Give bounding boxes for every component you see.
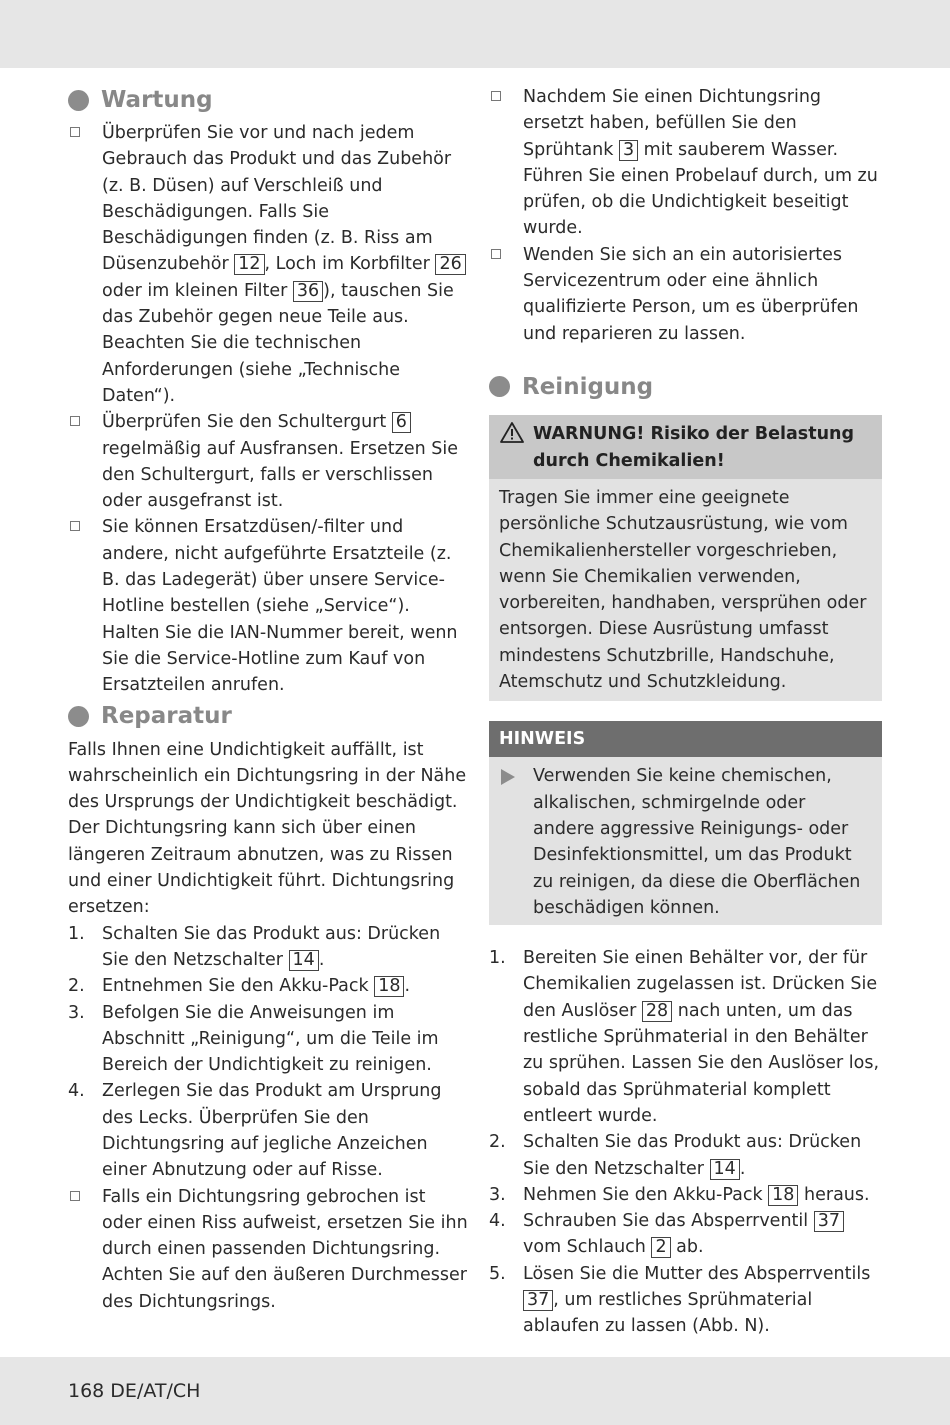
note-box bbox=[489, 721, 882, 925]
part-number-box: 26 bbox=[435, 254, 465, 275]
list-item-text: Überprüfen Sie vor und nach jedem Gebrauch das Produkt und das Zubehör (z. B. Düsen) auf Verschleiß und Beschädigungen. Falls Sie Beschädigungen finden (z. B. Riss am Düsenzubehör 12 , Loch im Korbfilter 26 oder im kleinen Filter 36 ), tauschen Sie das Zubehör gegen neue Teile aus. bbox=[102, 120, 468, 330]
header-band bbox=[0, 0, 950, 68]
section-bullet-icon bbox=[68, 706, 89, 727]
part-number-box: 18 bbox=[374, 976, 404, 997]
part-number-box: 6 bbox=[392, 412, 411, 433]
checkbox-bullet-icon bbox=[70, 521, 80, 531]
warning-text: Tragen Sie immer eine geeignete persönliche Schutzausrüstung, wie vom Chemikalienhersteller vorgeschrieben, wenn Sie Chemikalien verwenden, vorbereiten, handhaben, versprühen oder entsorgen. Diese Ausrüstung umfasst mindestens Schutzbrille, Handschuhe, Atemschutz und Schutzkleidung. bbox=[499, 487, 867, 693]
reparatur-intro: Falls Ihnen eine Undichtigkeit auffällt, ist wahrscheinlich ein Dichtungsring in der Nähe des Ursprungs der Undichtigkeit beschädigt. Der Dichtungsring kann sich über einen längeren Zeitraum abnutzen, was zu Rissen und einer Undichtigkeit führt. Dichtungsring ersetzen: bbox=[68, 739, 467, 918]
part-number-box: 2 bbox=[651, 1237, 670, 1258]
part-number-box: 37 bbox=[523, 1290, 553, 1311]
note-header: HINWEIS bbox=[489, 721, 882, 757]
numbered-step: 4. Zerlegen Sie das Produkt am Ursprung des Lecks. Überprüfen Sie den Dichtungsring auf jegliche Anzeichen einer Abnutzung oder auf Risse. bbox=[68, 1078, 468, 1183]
left-column bbox=[68, 84, 468, 1315]
step-number: 5. bbox=[489, 1263, 506, 1284]
part-number-box: 28 bbox=[642, 1001, 672, 1022]
numbered-step: 4. Schrauben Sie das Absperrventil 37 vom Schlauch 2 ab. bbox=[489, 1208, 882, 1261]
section-heading-wartung bbox=[68, 84, 468, 116]
list-item bbox=[68, 514, 468, 698]
step-number: 4. bbox=[489, 1211, 506, 1232]
checkbox-bullet-icon bbox=[70, 127, 80, 137]
list-item: Nachdem Sie einen Dichtungsring ersetzt haben, befüllen Sie den Sprühtank 3 mit sauberem Wasser. Führen Sie einen Probelauf durch, um zu prüfen, ob die Undichtigkeit beseitigt wurde. bbox=[489, 84, 882, 242]
numbered-step: 3. Nehmen Sie den Akku-Pack 18 heraus. bbox=[489, 1182, 882, 1208]
part-number-box: 14 bbox=[710, 1159, 740, 1180]
list-item: Falls ein Dichtungsring gebrochen ist oder einen Riss aufweist, ersetzen Sie ihn durch einen passenden Dichtungsring. Achten Sie auf den äußeren Durchmesser des Dichtungsrings. bbox=[68, 1184, 468, 1315]
part-number-box: 36 bbox=[293, 281, 323, 302]
numbered-step: 2. Schalten Sie das Produkt aus: Drücken Sie den Netzschalter 14 . bbox=[489, 1129, 882, 1182]
section-heading-reparatur bbox=[68, 701, 468, 733]
page-number: 168 DE/AT/CH bbox=[68, 1380, 201, 1402]
warning-box bbox=[489, 415, 882, 701]
reinigung-title: Reinigung bbox=[522, 373, 654, 400]
reparatur-title: Reparatur bbox=[101, 703, 232, 730]
note-text: Verwenden Sie keine chemischen, alkalischen, schmirgelnde oder andere aggressive Reinigungs- oder Desinfektionsmittel, um das Produkt zu reinigen, da diese die Oberflächen beschädigen können. bbox=[533, 766, 861, 918]
list-item-note: Beachten Sie die technischen Anforderungen (siehe „Technische Daten“). bbox=[102, 333, 400, 406]
list-item bbox=[68, 120, 468, 409]
part-number-box: 3 bbox=[619, 140, 638, 161]
step-number: 1. bbox=[489, 948, 506, 969]
numbered-step: 3. Befolgen Sie die Anweisungen im Abschnitt „Reinigung“, um die Teile im Bereich der Undichtigkeit zu reinigen. bbox=[68, 1000, 468, 1079]
section-heading-reinigung bbox=[489, 371, 882, 403]
numbered-step: 1. Bereiten Sie einen Behälter vor, der für Chemikalien zugelassen ist. Drücken Sie den Auslöser 28 nach unten, um das restliche Sprühmaterial in den Behälter zu sprühen. Lassen Sie den Auslöser los, sobald das Sprühmaterial komplett entleert wurde. bbox=[489, 945, 882, 1129]
part-number-box: 14 bbox=[289, 950, 319, 971]
checkbox-bullet-icon bbox=[70, 1191, 80, 1201]
checkbox-bullet-icon bbox=[491, 249, 501, 259]
step-number: 2. bbox=[489, 1132, 506, 1153]
numbered-step: 2. Entnehmen Sie den Akku-Pack 18 . bbox=[68, 973, 468, 999]
list-item: Wenden Sie sich an ein autorisiertes Servicezentrum oder eine ähnlich qualifizierte Person, um es überprüfen und reparieren zu lassen. bbox=[489, 242, 882, 347]
wartung-title: Wartung bbox=[101, 86, 213, 113]
list-item bbox=[68, 409, 468, 514]
warning-triangle-icon bbox=[500, 421, 524, 443]
numbered-step: 1. Schalten Sie das Produkt aus: Drücken Sie den Netzschalter 14 . bbox=[68, 921, 468, 974]
warning-title: WARNUNG! Risiko der Belastung durch Chemikalien! bbox=[533, 423, 855, 471]
triangle-bullet-icon bbox=[501, 769, 515, 785]
numbered-step: 5. Lösen Sie die Mutter des Absperrventils 37 , um restliches Sprühmaterial ablaufen zu lassen (Abb. N). bbox=[489, 1261, 882, 1340]
checkbox-bullet-icon bbox=[491, 91, 501, 101]
note-content bbox=[489, 757, 882, 925]
step-number: 4. bbox=[68, 1081, 85, 1102]
part-number-box: 12 bbox=[234, 254, 264, 275]
reinigung-steps bbox=[489, 945, 882, 1339]
step-number: 1. bbox=[68, 923, 85, 944]
step-number: 3. bbox=[68, 1002, 85, 1023]
list-item-text: Überprüfen Sie den Schultergurt 6 regelmäßig auf Ausfransen. Ersetzen Sie den Schultergurt, falls er verschlissen oder ausgefranst ist. bbox=[102, 412, 458, 512]
checkbox-bullet-icon bbox=[70, 416, 80, 426]
warning-header bbox=[489, 415, 882, 479]
list-item-text: Sie können Ersatzdüsen/-filter und andere, nicht aufgeführte Ersatzteile (z. B. das Ladegerät) über unsere Service-Hotline bestellen (siehe „Service“). Halten Sie die IAN-Nummer bereit, wenn Sie die Service-Hotline zum Kauf von Ersatzteilen anrufen. bbox=[102, 517, 458, 696]
step-number: 3. bbox=[489, 1184, 506, 1205]
part-number-box: 18 bbox=[768, 1185, 798, 1206]
right-column bbox=[489, 84, 882, 1340]
part-number-box: 37 bbox=[814, 1211, 844, 1232]
section-bullet-icon bbox=[489, 376, 510, 397]
step-number: 2. bbox=[68, 976, 85, 997]
section-bullet-icon bbox=[68, 90, 89, 111]
